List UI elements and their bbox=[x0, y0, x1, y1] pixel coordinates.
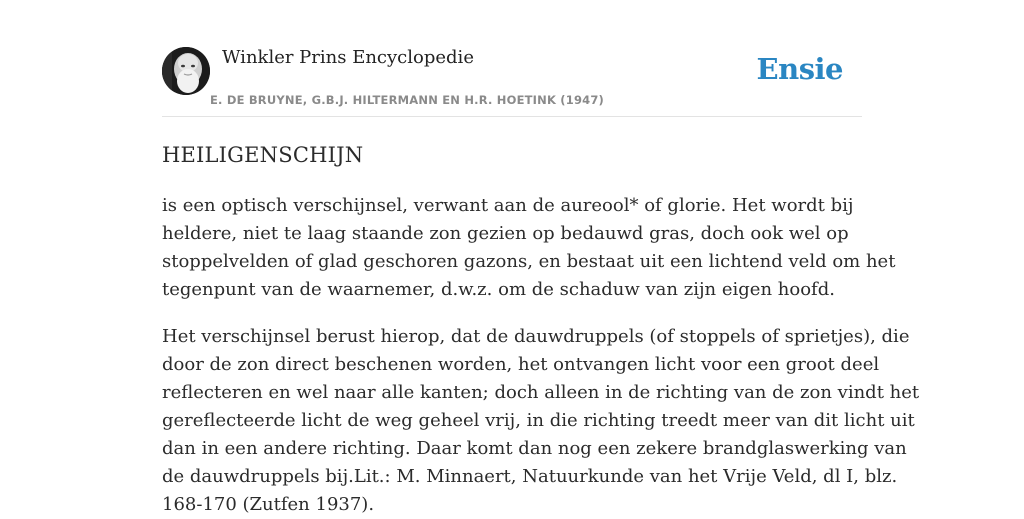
publication-title[interactable]: Winkler Prins Encyclopedie bbox=[222, 47, 474, 68]
paragraph-line: dan in een andere richting. Daar komt dan nog een zekere brandglaswerking van bbox=[162, 438, 907, 459]
paragraph-line: 168-170 (Zutfen 1937). bbox=[162, 494, 375, 515]
entry-headword: HEILIGENSCHIJN bbox=[162, 143, 364, 167]
page bbox=[162, 0, 920, 515]
author-avatar[interactable] bbox=[162, 47, 210, 95]
author-portrait-icon bbox=[162, 47, 210, 95]
paragraph-line: tegenpunt van de waarnemer, d.w.z. om de schaduw van zijn eigen hoofd. bbox=[162, 279, 835, 300]
ensie-logo[interactable]: Ensie bbox=[756, 52, 843, 86]
entry-paragraph-1 bbox=[162, 192, 896, 304]
header bbox=[162, 0, 862, 117]
paragraph-line: gereflecteerde licht de weg geheel vrij, in die richting treedt meer van dit licht uit bbox=[162, 410, 915, 431]
paragraph-line: stoppelvelden of glad geschoren gazons, en bestaat uit een lichtend veld om het bbox=[162, 251, 896, 272]
paragraph-line: is een optisch verschijnsel, verwant aan de aureool* of glorie. Het wordt bij bbox=[162, 195, 854, 216]
paragraph-line: Het verschijnsel berust hierop, dat de dauwdruppels (of stoppels of sprietjes), die bbox=[162, 326, 910, 347]
paragraph-line: reflecteren en wel naar alle kanten; doch alleen in de richting van de zon vindt het bbox=[162, 382, 920, 403]
paragraph-line: heldere, niet te laag staande zon gezien op bedauwd gras, doch ook wel op bbox=[162, 223, 849, 244]
paragraph-line: de dauwdruppels bij.Lit.: M. Minnaert, Natuurkunde van het Vrije Veld, dl I, blz. bbox=[162, 466, 898, 487]
authors-line: E. DE BRUYNE, G.B.J. HILTERMANN EN H.R. HOETINK (1947) bbox=[210, 93, 605, 107]
entry-paragraph-2 bbox=[162, 323, 920, 519]
paragraph-line: door de zon direct beschenen worden, het ontvangen licht voor een groot deel bbox=[162, 354, 880, 375]
